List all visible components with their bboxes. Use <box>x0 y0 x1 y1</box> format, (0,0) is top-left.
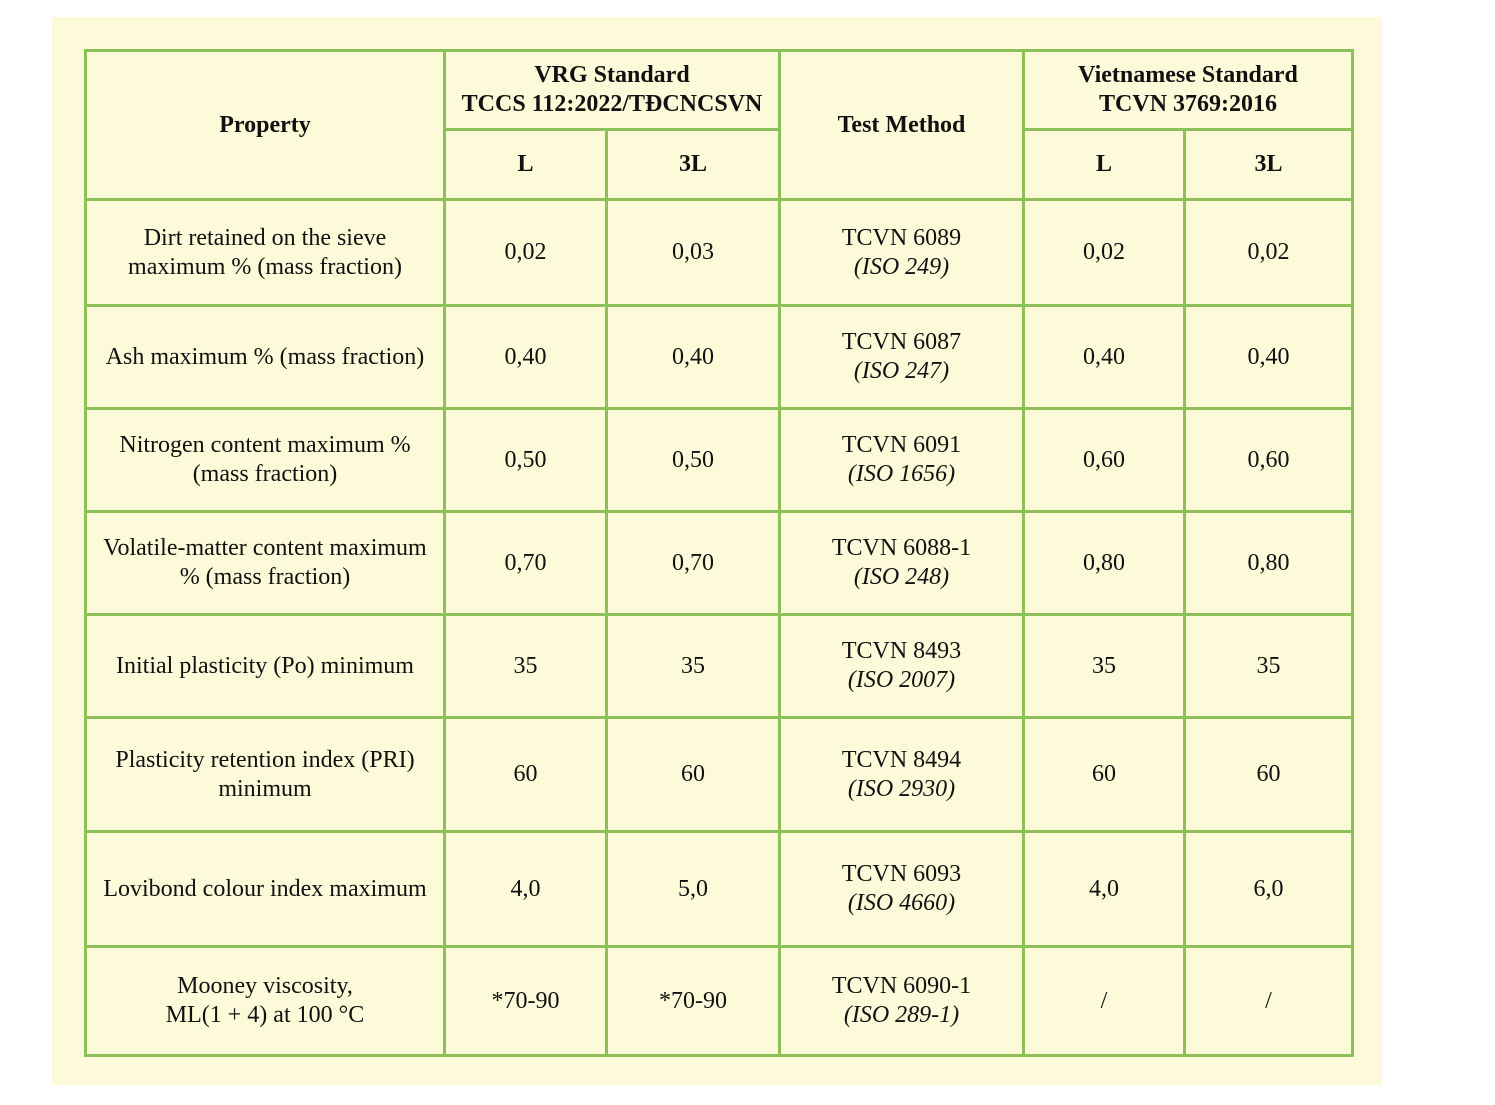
vrg-l-value: 35 <box>445 615 607 718</box>
property-text: Volatile-matter content maximum <box>103 535 427 561</box>
table-row <box>86 947 1353 1056</box>
vrg-l-value: 0,02 <box>445 200 607 306</box>
vrg-3l-value: 0,50 <box>607 409 780 512</box>
subheader-vn-3l: 3L <box>1185 130 1353 200</box>
property-text: Dirt retained on the sieve <box>143 224 387 251</box>
vrg-3l-value: *70-90 <box>607 947 780 1056</box>
vn-l-value: 0,40 <box>1024 306 1185 409</box>
vrg-3l-value: 0,70 <box>607 512 780 615</box>
test-method-cell <box>780 615 1024 718</box>
vrg-3l-value: 0,40 <box>607 306 780 409</box>
vrg-l-value: 0,40 <box>445 306 607 409</box>
vn-3l-value: 0,80 <box>1185 512 1353 615</box>
test-method-code: TCVN 8494 <box>841 746 962 773</box>
vn-3l-value: 60 <box>1185 718 1353 832</box>
iso-reference: (ISO 248) <box>853 564 950 590</box>
test-method-code: TCVN 6087 <box>841 329 962 355</box>
vn-l-value: 35 <box>1024 615 1185 718</box>
property-text: Initial plasticity (Po) minimum <box>116 652 414 679</box>
vrg-3l-value: 0,03 <box>607 200 780 306</box>
vrg-3l-value: 60 <box>607 718 780 832</box>
property-cell <box>86 200 445 306</box>
vn-l-value: 0,80 <box>1024 512 1185 615</box>
property-cell <box>86 512 445 615</box>
iso-reference: (ISO 4660) <box>847 890 956 916</box>
test-method-cell <box>780 947 1024 1056</box>
iso-reference: (ISO 249) <box>853 253 950 280</box>
property-text: Plasticity retention index (PRI) <box>115 746 415 773</box>
vrg-l-value: 60 <box>445 718 607 832</box>
vn-3l-value: 6,0 <box>1185 832 1353 947</box>
vn-l-value: 4,0 <box>1024 832 1185 947</box>
vn-l-value: 0,60 <box>1024 409 1185 512</box>
test-method-cell <box>780 409 1024 512</box>
test-method-code: TCVN 6088-1 <box>831 535 972 561</box>
specification-table <box>84 49 1354 1057</box>
property-text: Mooney viscosity, <box>177 973 353 999</box>
test-method-cell <box>780 512 1024 615</box>
test-method-code: TCVN 6093 <box>841 861 962 887</box>
iso-reference: (ISO 289-1) <box>843 1002 960 1028</box>
property-text: (mass fraction) <box>192 461 338 487</box>
vrg-l-value: 0,50 <box>445 409 607 512</box>
vn-3l-value: 0,02 <box>1185 200 1353 306</box>
test-method-cell <box>780 306 1024 409</box>
test-method-code: TCVN 6090-1 <box>831 973 972 999</box>
vn-l-value: / <box>1024 947 1185 1056</box>
property-text: % (mass fraction) <box>179 564 351 590</box>
vn-l-value: 60 <box>1024 718 1185 832</box>
header-vn-line2: TCVN 3769:2016 <box>1099 91 1278 117</box>
subheader-vrg-l: L <box>445 130 607 200</box>
table-row <box>86 409 1353 512</box>
vn-l-value: 0,02 <box>1024 200 1185 306</box>
table-row <box>86 306 1353 409</box>
property-cell <box>86 832 445 947</box>
test-method-code: TCVN 8493 <box>841 638 962 664</box>
header-vrg-line2: TCCS 112:2022/TĐCNCSVN <box>461 91 763 117</box>
vn-3l-value: 0,40 <box>1185 306 1353 409</box>
vrg-3l-value: 35 <box>607 615 780 718</box>
iso-reference: (ISO 1656) <box>847 461 956 487</box>
vn-3l-value: 0,60 <box>1185 409 1353 512</box>
iso-reference: (ISO 2930) <box>847 775 956 802</box>
vrg-l-value: 0,70 <box>445 512 607 615</box>
vn-3l-value: / <box>1185 947 1353 1056</box>
property-text: minimum <box>218 775 312 802</box>
property-cell <box>86 615 445 718</box>
vrg-l-value: *70-90 <box>445 947 607 1056</box>
test-method-cell <box>780 718 1024 832</box>
header-row <box>86 51 1353 130</box>
vrg-3l-value: 5,0 <box>607 832 780 947</box>
property-text: Nitrogen content maximum % <box>119 432 411 458</box>
vn-3l-value: 35 <box>1185 615 1353 718</box>
header-vrg-line1: VRG Standard <box>534 62 690 88</box>
header-vn-line1: Vietnamese Standard <box>1078 62 1298 88</box>
table-row <box>86 200 1353 306</box>
test-method-cell <box>780 200 1024 306</box>
test-method-cell <box>780 832 1024 947</box>
vrg-l-value: 4,0 <box>445 832 607 947</box>
test-method-code: TCVN 6091 <box>841 432 962 458</box>
property-cell <box>86 947 445 1056</box>
iso-reference: (ISO 247) <box>853 358 950 384</box>
table-row <box>86 512 1353 615</box>
table-row <box>86 615 1353 718</box>
header-property: Property <box>86 51 445 200</box>
table-row <box>86 832 1353 947</box>
header-vrg-standard <box>445 51 780 130</box>
property-text: Lovibond colour index maximum <box>103 875 427 902</box>
table-row <box>86 718 1353 832</box>
subheader-vrg-3l: 3L <box>607 130 780 200</box>
header-test-method: Test Method <box>780 51 1024 200</box>
property-cell <box>86 409 445 512</box>
property-cell <box>86 718 445 832</box>
property-text: maximum % (mass fraction) <box>128 253 402 280</box>
property-cell <box>86 306 445 409</box>
subheader-vn-l: L <box>1024 130 1185 200</box>
test-method-code: TCVN 6089 <box>841 224 962 251</box>
property-text: ML(1 + 4) at 100 °C <box>165 1002 365 1028</box>
header-vietnamese-standard <box>1024 51 1353 130</box>
iso-reference: (ISO 2007) <box>847 667 956 693</box>
property-text: Ash maximum % (mass fraction) <box>105 343 425 370</box>
